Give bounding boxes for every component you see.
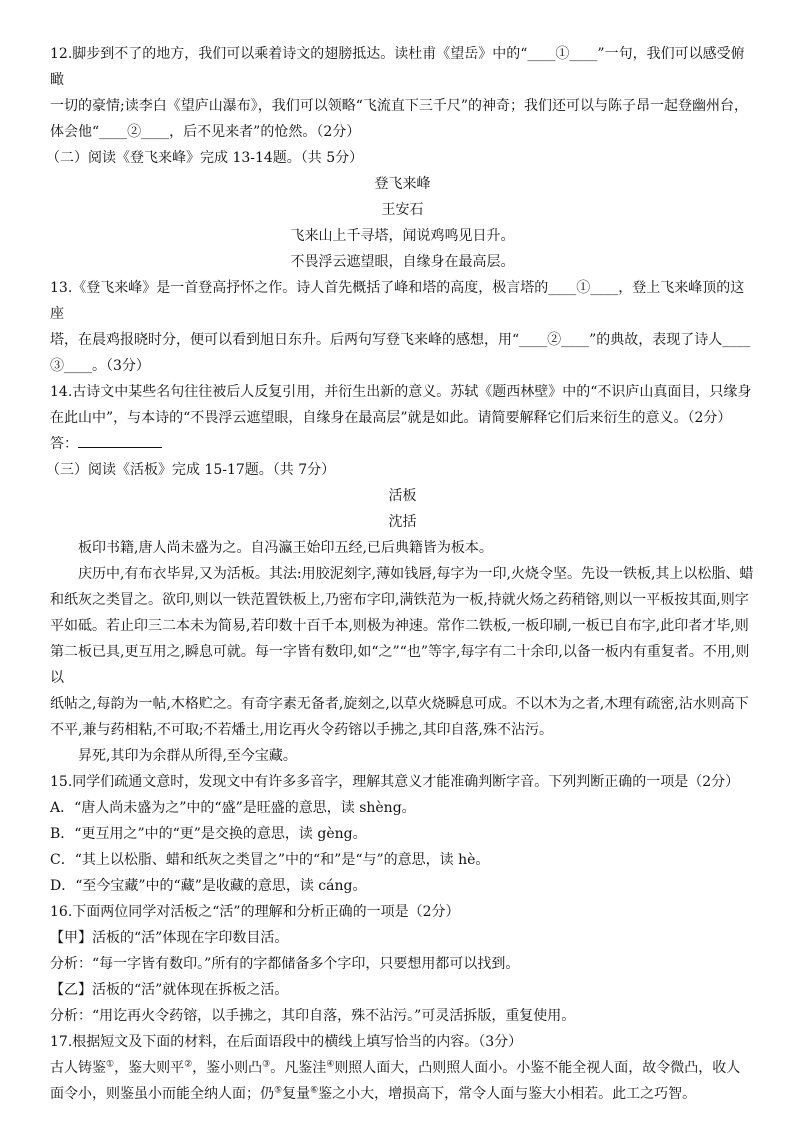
q15-stem: 15.同学们疏通文意时，发现文中有许多多音字，理解其意义才能准确判断字音。下列判断正确的一项是（2分） xyxy=(50,774,740,790)
material-text: ，鉴大则平 xyxy=(114,1060,185,1076)
q15-option-d[interactable]: D．“至今宝藏”中的“藏”是收藏的意思，读 cáng。 xyxy=(50,878,367,894)
footnote-marker: ⑤ xyxy=(274,1085,283,1096)
q17-material-line2 xyxy=(50,1081,755,1107)
q15-option-c[interactable]: C．“其上以松脂、蜡和纸灰之类冒之”中的“和”是“与”的意思，读 hè。 xyxy=(50,852,490,868)
q16-jia-analysis: 分析：“每一字皆有数印。”所有的字都储备多个字印，只要想用都可以找到。 xyxy=(50,956,520,972)
text-para-1: 板印书籍,唐人尚未盛为之。自冯瀛王始印五经,已后典籍皆为板本。 xyxy=(78,540,493,556)
q13-line2: 塔，在晨鸡报晓时分，便可以看到旭日东升。后两句写登飞来峰的感想，用“____②____”的典故，表现了诗人____ xyxy=(50,332,751,348)
text-para-2-line6: 不平,兼与药相粘,不可取;不若燔土,用讫再火令药镕以手拂之,其印自落,殊不沾污。 xyxy=(50,722,553,738)
material-text: ，鉴小则凸 xyxy=(192,1060,263,1076)
q16-option-yi[interactable]: 【乙】活板的“活”就体现在拆板之活。 xyxy=(50,982,289,998)
q13-line3: ③____。（3分） xyxy=(50,358,150,374)
section-2-heading: （二）阅读《登飞来峰》完成 13-14题。（共 5分） xyxy=(46,150,364,166)
text-para-2-line1: 庆历中,有布衣毕昇,又为活板。其法:用胶泥刻字,薄如钱唇,每字为一印,火烧令坚。先设一铁板,其上以松脂、蜡 xyxy=(78,566,754,582)
q13-line1: 13.《登飞来峰》是一首登高抒怀之作。诗人首先概括了峰和塔的高度，极言塔的____①____，登上飞来峰顶的这座 xyxy=(50,280,745,322)
answer-label: 答： xyxy=(50,436,78,452)
section-3-heading: （三）阅读《活板》完成 15-17题。（共 7分） xyxy=(46,462,336,478)
q15-option-a[interactable]: A．“唐人尚未盛为之”中的“盛”是旺盛的意思，读 shèng。 xyxy=(50,800,416,816)
q16-option-jia[interactable]: 【甲】活板的“活”体现在字印数目活。 xyxy=(50,930,289,946)
poem-author: 王安石 xyxy=(381,202,424,218)
q14-line2: 在此山中”，与本诗的“不畏浮云遮望眼，自缘身在最高层”就是如此。请简要解释它们后来衍生的意义。（2分） xyxy=(50,410,732,426)
q15-option-b[interactable]: B．“更互用之”中的“更”是交换的意思，读 gèng。 xyxy=(50,826,367,842)
q16-yi-analysis: 分析：“用讫再火令药镕，以手拂之，其印自落，殊不沾污。”可灵活拆版，重复使用。 xyxy=(50,1008,576,1024)
q14-answer xyxy=(50,431,755,457)
text-para-2-line3: 平如砥。若止印三二本未为简易,若印数十百千本,则极为神速。常作二铁板,一板印刷,一板已自布字,此印者才毕,则 xyxy=(50,618,749,634)
q17-stem: 17.根据短文及下面的材料，在后面语段中的横线上填写恰当的内容。（3分） xyxy=(50,1034,523,1050)
text-author: 沈括 xyxy=(388,514,417,530)
q14-line1: 14.古诗文中某些名句往往被后人反复引用，并衍生出新的意义。苏轼《题西林壁》中的“不识庐山真面目，只缘身 xyxy=(50,384,752,400)
q16-stem: 16.下面两位同学对活板之“活”的理解和分析正确的一项是（2分） xyxy=(50,904,460,920)
poem-title: 登飞来峰 xyxy=(374,176,431,192)
text-para-2-line5: 纸帖之,每韵为一帖,木格贮之。有奇字素无备者,旋刻之,以草火烧瞬息可成。不以木为之者,木理有疏密,沾水则高下 xyxy=(50,696,749,712)
material-text: 。凡鉴洼 xyxy=(270,1060,327,1076)
poem-line-2: 不畏浮云遮望眼，自缘身在最高层。 xyxy=(290,254,515,270)
material-text: 古人铸鉴 xyxy=(50,1060,106,1076)
material-text: 复量 xyxy=(282,1086,311,1102)
text-para-3: 昇死,其印为余群从所得,至今宝藏。 xyxy=(78,748,297,764)
exam-page xyxy=(46,41,755,1107)
footnote-marker: ① xyxy=(106,1059,115,1070)
text-title: 活板 xyxy=(388,488,417,504)
material-text: 鉴之小大，增损高下，常令人面与鉴大小相若。此工之巧智。 xyxy=(318,1086,697,1102)
q12-line1: 12.脚步到不了的地方，我们可以乘着诗文的翅膀抵达。读杜甫《望岳》中的“____①____”一句，我们可以感受俯瞰 xyxy=(50,46,745,88)
footnote-marker: ⑥ xyxy=(310,1085,319,1096)
text-para-2-line2: 和纸灰之类冒之。欲印,则以一铁范置铁板上,乃密布字印,满铁范为一板,持就火炀之药稍镕,则以一平板按其面,则字 xyxy=(50,592,749,608)
text-para-2-line4: 第二板已具,更互用之,瞬息可就。每一字皆有数印,如“之”“也”等字,每字有二十余印,以备一板内有重复者。不用,则以 xyxy=(50,644,750,686)
footnote-marker: ③ xyxy=(262,1059,271,1070)
material-text: 则照人面大，凸则照人面小。小鉴不能全视人面，故令微凸，收人 xyxy=(334,1060,741,1076)
answer-blank[interactable] xyxy=(78,432,162,448)
q12-line3: 体会他“____②____，后不见来者”的怆然。（2分） xyxy=(50,124,361,140)
poem-line-1: 飞来山上千寻塔，闻说鸡鸣见日升。 xyxy=(290,228,515,244)
footnote-marker: ② xyxy=(184,1059,193,1070)
footnote-marker: ④ xyxy=(326,1059,335,1070)
q17-material-line1 xyxy=(50,1055,755,1081)
q12-line2: 一切的豪情;读李白《望庐山瀑布》，我们可以领略“飞流直下三千尺”的神奇；我们还可以与陈子昂一起登幽州台， xyxy=(50,98,749,114)
material-text: 面令小，则鉴虽小而能全纳人面；仍 xyxy=(50,1086,274,1102)
